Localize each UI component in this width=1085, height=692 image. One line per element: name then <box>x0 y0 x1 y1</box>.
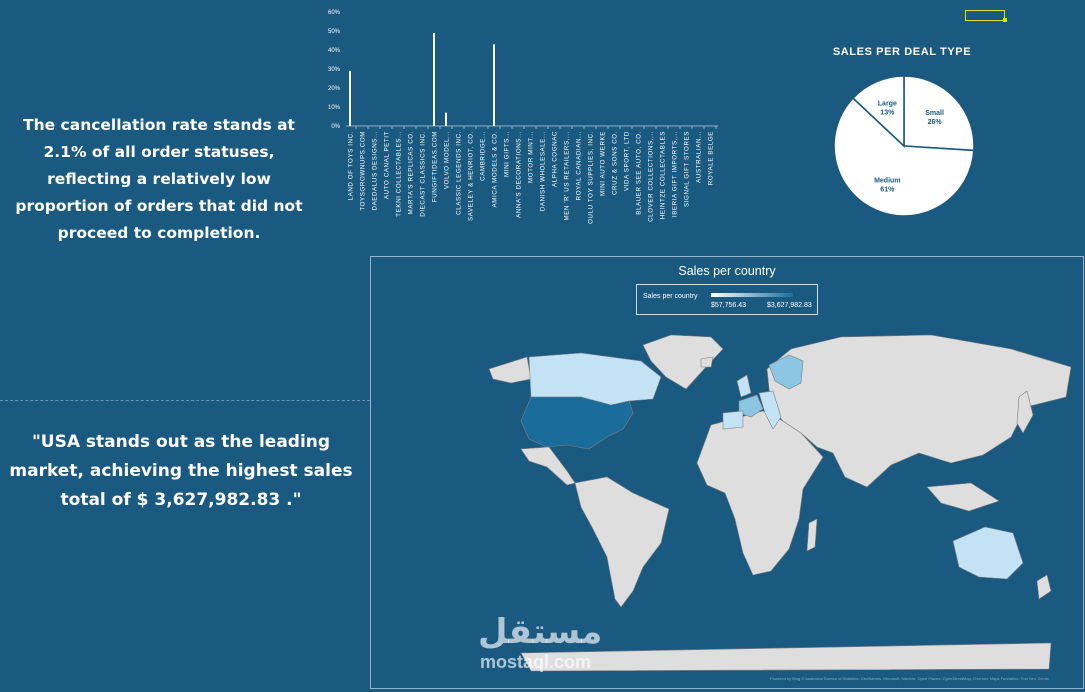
map-title: Sales per country <box>678 264 776 278</box>
iceland <box>701 357 713 367</box>
spain <box>723 411 743 429</box>
x-tick-label: CAMBRIDGE... <box>479 131 487 181</box>
x-tick-label: TOYSGROWNUPS.COM <box>359 131 367 211</box>
x-tick-label: VIDA SPORT, LTD <box>623 131 631 192</box>
x-tick-label: FUNGIFTIDEAS.COM <box>431 131 439 203</box>
x-tick-label: ROYAL CANADIAN... <box>575 131 583 201</box>
central-america <box>521 447 575 485</box>
y-tick-label: 10% <box>327 105 340 111</box>
new-zealand <box>1037 575 1051 599</box>
x-tick-label: ALPHA COGNAC <box>551 131 559 188</box>
pie-slice-percent: 13% <box>880 109 895 117</box>
x-tick-label: AUSTRALIAN... <box>695 131 703 183</box>
cancellation-insight: The cancellation rate stands at 2.1% of all order statuses, reflecting a relatively low proportion of orders that did not proceed to completion. <box>15 116 303 242</box>
pie-slice-label: Small <box>925 110 944 118</box>
pie-slice-label: Large <box>877 100 897 108</box>
pie-slice-percent: 26% <box>927 119 942 127</box>
uk <box>737 375 751 397</box>
selection-handle[interactable] <box>1003 18 1007 22</box>
usa-insight: "USA stands out as the leading market, achieving the highest sales total of $ 3,627,982.83 ." <box>9 432 353 510</box>
legend-label: Sales per country <box>643 293 698 300</box>
x-tick-label: MINI AUTO WERKE <box>599 131 607 196</box>
alaska <box>489 357 531 383</box>
x-tick-label: CLASSIC LEGENDS INC. <box>455 131 463 215</box>
x-tick-label: IBERIA GIFT IMPORTS,... <box>671 131 679 218</box>
x-tick-label: AUTO CANAL PETIT <box>383 131 391 200</box>
x-tick-label: DANISH WHOLESALE... <box>539 131 547 212</box>
y-tick-label: 30% <box>327 67 340 73</box>
selection-box[interactable] <box>965 10 1005 21</box>
section-divider <box>0 400 370 401</box>
y-tick-label: 0% <box>331 124 340 130</box>
deal-type-pie-chart <box>820 40 990 230</box>
x-tick-label: MINI GIFTS... <box>503 131 511 177</box>
x-tick-label: LAND OF TOYS INC. <box>347 131 355 201</box>
bar <box>433 33 435 126</box>
legend-max: $3,627,982.83 <box>767 302 812 309</box>
x-tick-label: CRUZ & SONS CO. <box>611 131 619 196</box>
map-legend <box>636 284 818 315</box>
x-tick-label: MOTOR MINT... <box>527 131 535 184</box>
x-tick-label: OULU TOY SUPPLIES, INC. <box>587 131 595 224</box>
x-tick-label: SIGNAL GIFT STORES <box>683 131 691 208</box>
x-tick-label: DAEDALUS DESIGNS... <box>371 131 379 211</box>
pie-slice-percent: 61% <box>880 186 895 194</box>
customer-bar-chart <box>318 4 718 252</box>
legend-gradient <box>711 293 793 297</box>
x-tick-label: BLAUER SEE AUTO, CO. <box>635 131 643 215</box>
legend-min: $57,756.43 <box>711 302 747 309</box>
madagascar <box>807 519 817 551</box>
pie-title: SALES PER DEAL TYPE <box>832 46 972 58</box>
watermark <box>478 612 602 673</box>
southeast-asia <box>927 483 999 511</box>
x-tick-label: AMICA MODELS & CO. <box>491 131 499 208</box>
south-america <box>575 477 669 607</box>
map-attribution: Powered by Bing © Australian Bureau of Statistics, GeoNames, Microsoft, Navinfo, Open Places, OpenStreetMap, Overture Maps Fundation, TomTom, Zenrin <box>770 676 1050 681</box>
pie-slice-label: Medium <box>874 177 901 185</box>
y-tick-label: 50% <box>327 29 340 35</box>
bar <box>445 113 447 126</box>
watermark-latin: mostaql.com <box>480 652 592 672</box>
usa <box>521 397 633 449</box>
x-tick-label: ANNA'S DECORATIONS... <box>515 131 523 218</box>
x-tick-label: HEINTZE COLLECTABLES <box>659 131 667 220</box>
bar <box>349 71 351 126</box>
australia <box>953 527 1023 579</box>
x-tick-label: CLOVER COLLECTIONS,... <box>647 131 655 222</box>
x-tick-label: SAVELEY & HENRIOT, CO. <box>467 131 475 221</box>
x-tick-label: VOLVO MODEL... <box>443 131 451 190</box>
y-tick-label: 20% <box>327 86 340 92</box>
y-tick-label: 60% <box>327 10 340 16</box>
x-tick-label: ROYALE BELGE <box>707 131 715 186</box>
x-tick-label: TEKNI COLLECTABLES... <box>395 131 403 217</box>
bar <box>493 44 495 126</box>
watermark-arabic: مستقل <box>478 612 603 652</box>
x-tick-label: MEN 'R' US RETAILERS,... <box>563 131 571 221</box>
x-tick-label: MARTA'S REPLICAS CO. <box>407 131 415 215</box>
y-tick-label: 40% <box>327 48 340 54</box>
x-tick-label: DIECAST CLASSICS INC. <box>419 131 427 217</box>
